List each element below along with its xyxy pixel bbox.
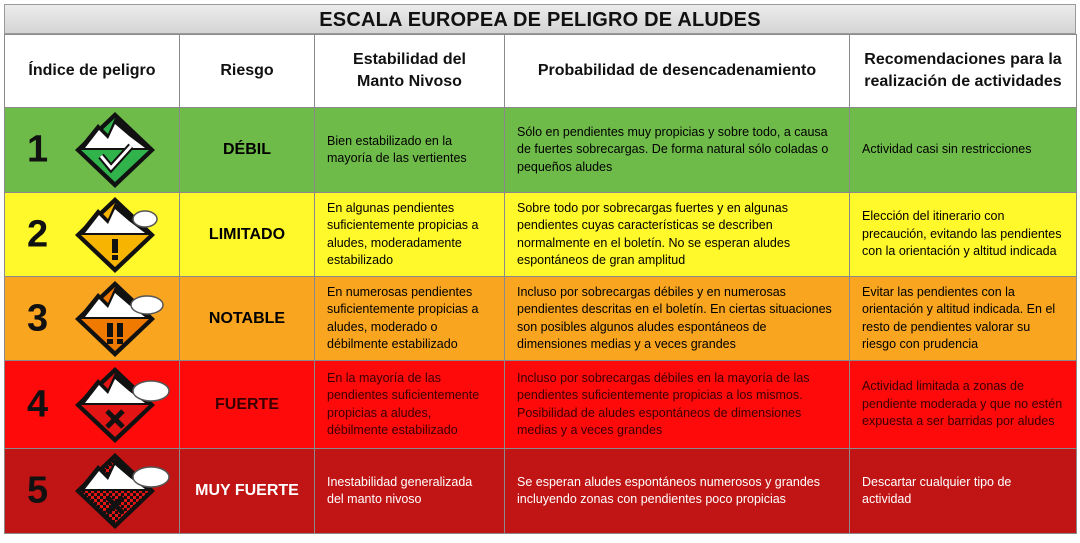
probability-text: Incluso por sobrecargas débiles y en numerosas pendientes descritas en el boletín. En ciertas situaciones son posibles algunos aludes espontáneos de dimensiones medias y a veces grandes bbox=[505, 277, 850, 361]
recommendation-text: Elección del itinerario con precaución, evitando las pendientes con la orientación y altitud indicada bbox=[850, 193, 1077, 277]
header-recomendaciones: Recomendaciones para la realización de actividades bbox=[850, 35, 1077, 108]
header-probabilidad: Probabilidad de desencadenamiento bbox=[505, 35, 850, 108]
recommendation-text: Descartar cualquier tipo de actividad bbox=[850, 449, 1077, 534]
danger-level-3-double-exclamation-icon bbox=[73, 279, 169, 359]
probability-text: Incluso por sobrecargas débiles en la mayoría de las pendientes suficientemente propicias a los mismos. Posibilidad de aludes espontáneos de dimensiones medias y a veces grandes bbox=[505, 361, 850, 449]
danger-number: 3 bbox=[27, 296, 49, 339]
probability-text: Sólo en pendientes muy propicias y sobre todo, a causa de fuertes sobrecargas. De forma natural sólo coladas o pequeños aludes bbox=[505, 108, 850, 193]
table-row bbox=[5, 449, 1077, 534]
danger-number: 1 bbox=[27, 128, 49, 171]
probability-text: Se esperan aludes espontáneos numerosos y grandes incluyendo zonas con pendientes poco propicias bbox=[505, 449, 850, 534]
header-riesgo: Riesgo bbox=[180, 35, 315, 108]
risk-level: FUERTE bbox=[180, 361, 315, 449]
danger-level-4-cross-icon bbox=[73, 365, 173, 445]
avalanche-danger-scale bbox=[4, 4, 1076, 539]
recommendation-text: Evitar las pendientes con la orientación y altitud indicada. En el resto de pendientes valorar su riesgo con prudencia bbox=[850, 277, 1077, 361]
table-row bbox=[5, 108, 1077, 193]
stability-text: En numerosas pendientes suficientemente propicias a aludes, moderado o débilmente estabilizado bbox=[315, 277, 505, 361]
table-row bbox=[5, 277, 1077, 361]
recommendation-text: Actividad limitada a zonas de pendiente moderada y que no estén expuesta a ser barridas por aludes bbox=[850, 361, 1077, 449]
danger-level-5-checkered-cross-icon bbox=[73, 451, 173, 531]
stability-text: Bien estabilizado en la mayoría de las vertientes bbox=[315, 108, 505, 193]
danger-number: 5 bbox=[27, 469, 49, 512]
risk-level: NOTABLE bbox=[180, 277, 315, 361]
table-row bbox=[5, 193, 1077, 277]
danger-index-cell bbox=[5, 449, 180, 534]
header-row bbox=[5, 35, 1077, 108]
probability-text: Sobre todo por sobrecargas fuertes y en algunas pendientes cuyas características se describen normalmente en el boletín. No se esperan aludes espontáneos de gran amplitud bbox=[505, 193, 850, 277]
danger-level-2-exclamation-icon bbox=[73, 195, 163, 275]
danger-index-cell bbox=[5, 361, 180, 449]
danger-number: 4 bbox=[27, 382, 49, 425]
header-estabilidad: Estabilidad del Manto Nivoso bbox=[315, 35, 505, 108]
danger-index-cell bbox=[5, 108, 180, 193]
danger-index-cell bbox=[5, 277, 180, 361]
table-row bbox=[5, 361, 1077, 449]
risk-level: DÉBIL bbox=[180, 108, 315, 193]
danger-index-cell bbox=[5, 193, 180, 277]
danger-scale-table bbox=[4, 34, 1077, 534]
stability-text: Inestabilidad generalizada del manto nivoso bbox=[315, 449, 505, 534]
risk-level: LIMITADO bbox=[180, 193, 315, 277]
header-indice: Índice de peligro bbox=[5, 35, 180, 108]
risk-level: MUY FUERTE bbox=[180, 449, 315, 534]
stability-text: En algunas pendientes suficientemente propicias a aludes, moderadamente estabilizado bbox=[315, 193, 505, 277]
danger-number: 2 bbox=[27, 212, 49, 255]
table-title: ESCALA EUROPEA DE PELIGRO DE ALUDES bbox=[4, 4, 1076, 34]
danger-level-1-check-icon bbox=[73, 110, 157, 190]
stability-text: En la mayoría de las pendientes suficientemente propicias a aludes, débilmente estabilizado bbox=[315, 361, 505, 449]
recommendation-text: Actividad casi sin restricciones bbox=[850, 108, 1077, 193]
